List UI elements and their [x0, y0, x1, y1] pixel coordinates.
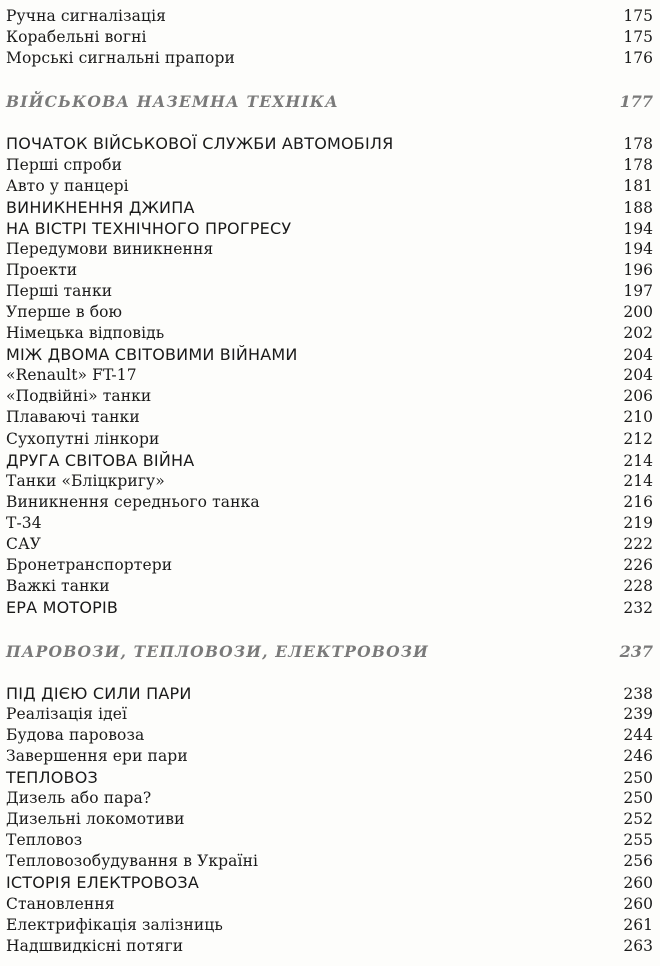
toc-entry-page: 212 — [623, 430, 653, 448]
toc-entry-page: 210 — [623, 408, 653, 426]
toc-entry-page: 219 — [623, 514, 653, 532]
toc-entry-title: Морські сигнальні прапори — [6, 49, 235, 67]
toc-entry-title: ПІД ДІЄЮ СИЛИ ПАРИ — [6, 684, 192, 703]
toc-entry-page: 175 — [623, 28, 653, 46]
toc-chapter-entry — [6, 198, 655, 220]
toc-entry-page: 176 — [623, 49, 653, 67]
toc-entry — [6, 261, 655, 283]
toc-entry-page: 194 — [623, 240, 653, 258]
toc-entry — [6, 937, 655, 959]
toc-entry — [6, 177, 655, 199]
toc-chapter-entry — [6, 451, 655, 473]
toc-entry-title: Реалізація ідеї — [6, 705, 128, 723]
toc-entry-page: 238 — [623, 685, 653, 703]
toc-entry-page: 204 — [623, 346, 653, 364]
toc-entry — [6, 303, 655, 325]
toc-entry-title: Авто у панцері — [6, 177, 129, 195]
toc-entry-title: Плаваючі танки — [6, 408, 140, 426]
toc-entry-page: 188 — [623, 199, 653, 217]
toc-entry-title: ІСТОРІЯ ЕЛЕКТРОВОЗА — [6, 873, 200, 892]
toc-entry-page: 222 — [623, 535, 653, 553]
toc-entry-title: ВІЙСЬКОВА НАЗЕМНА ТЕХНІКА — [6, 92, 339, 111]
toc-entry — [6, 366, 655, 388]
toc-entry — [6, 408, 655, 430]
toc-entry — [6, 282, 655, 304]
toc-entry-title: Сухопутні лінкори — [6, 430, 160, 448]
toc-entry — [6, 7, 655, 29]
toc-entry — [6, 895, 655, 917]
toc-entry — [6, 556, 655, 578]
toc-entry-page: 178 — [623, 156, 653, 174]
toc-entry — [6, 747, 655, 769]
toc-entry-title: Уперше в бою — [6, 303, 123, 321]
toc-entry — [6, 514, 655, 536]
toc-entry — [6, 156, 655, 178]
toc-entry-page: 255 — [623, 831, 653, 849]
toc-entry-page: 175 — [623, 7, 653, 25]
toc-entry-title: ДРУГА СВІТОВА ВІЙНА — [6, 451, 195, 470]
toc-entry-page: 232 — [623, 599, 653, 617]
toc-entry-page: 263 — [623, 937, 653, 955]
toc-entry — [6, 493, 655, 515]
toc-entry — [6, 49, 655, 71]
toc-entry-title: Будова паровоза — [6, 726, 145, 744]
toc-entry-page: 214 — [623, 472, 653, 490]
toc-entry-title: НА ВІСТРІ ТЕХНІЧНОГО ПРОГРЕСУ — [6, 219, 292, 238]
toc-entry — [6, 577, 655, 599]
toc-entry — [6, 430, 655, 452]
toc-entry-title: Передумови виникнення — [6, 240, 214, 258]
toc-entry-title: Тепловозобудування в Україні — [6, 852, 259, 870]
toc-entry-page: 228 — [623, 577, 653, 595]
toc-entry-page: 202 — [623, 324, 653, 342]
toc-entry — [6, 28, 655, 50]
toc-entry-title: Бронетранспортери — [6, 556, 173, 574]
toc-entry-title: ВИНИКНЕННЯ ДЖИПА — [6, 198, 195, 217]
toc-chapter-entry — [6, 219, 655, 241]
toc-entry-title: ПОЧАТОК ВІЙСЬКОВОЇ СЛУЖБИ АВТОМОБІЛЯ — [6, 134, 394, 153]
toc-entry-title: Перші спроби — [6, 156, 123, 174]
toc-entry-page: 260 — [623, 895, 653, 913]
toc-entry-page: 204 — [623, 366, 653, 384]
toc-entry-page: 177 — [619, 92, 653, 111]
toc-chapter-entry — [6, 134, 655, 156]
toc-entry — [6, 831, 655, 853]
toc-entry — [6, 789, 655, 811]
toc-entry — [6, 852, 655, 874]
toc-entry-title: «Renault» FT-17 — [6, 366, 137, 384]
toc-entry-title: Ручна сигналізація — [6, 7, 167, 25]
toc-entry-page: 239 — [623, 705, 653, 723]
toc-entry-page: 196 — [623, 261, 653, 279]
toc-entry — [6, 726, 655, 748]
toc-entry-title: Дизель або пара? — [6, 789, 152, 807]
toc-entry-page: 200 — [623, 303, 653, 321]
toc-entry-title: Перші танки — [6, 282, 113, 300]
toc-entry-title: Електрифікація залізниць — [6, 916, 223, 934]
toc-entry-page: 178 — [623, 135, 653, 153]
toc-entry-title: Німецька відповідь — [6, 324, 165, 342]
toc-entry-title: Надшвидкісні потяги — [6, 937, 184, 955]
toc-chapter-entry — [6, 873, 655, 895]
toc-section-heading — [6, 92, 655, 118]
toc-entry-title: ТЕПЛОВОЗ — [6, 768, 98, 787]
toc-entry-page: 226 — [623, 556, 653, 574]
toc-entry-title: Танки «Бліцкригу» — [6, 472, 165, 490]
toc-entry-title: Дизельні локомотиви — [6, 810, 185, 828]
toc-chapter-entry — [6, 345, 655, 367]
toc-entry-page: 261 — [623, 916, 653, 934]
toc-entry-title: Корабельні вогні — [6, 28, 147, 46]
toc-entry — [6, 472, 655, 494]
toc-chapter-entry — [6, 768, 655, 790]
toc-entry-page: 256 — [623, 852, 653, 870]
toc-entry — [6, 387, 655, 409]
toc-chapter-entry — [6, 684, 655, 706]
toc-entry-title: Т-34 — [6, 514, 42, 532]
toc-entry-title: Становлення — [6, 895, 115, 913]
toc-entry-title: Проекти — [6, 261, 78, 279]
toc-entry-title: Завершення ери пари — [6, 747, 188, 765]
toc-entry-page: 214 — [623, 452, 653, 470]
toc-entry — [6, 535, 655, 557]
toc-entry-page: 194 — [623, 220, 653, 238]
toc-entry-page: 250 — [623, 769, 653, 787]
toc-entry — [6, 324, 655, 346]
toc-entry-title: ПАРОВОЗИ, ТЕПЛОВОЗИ, ЕЛЕКТРОВОЗИ — [6, 642, 430, 661]
toc-entry-title: Важкі танки — [6, 577, 110, 595]
toc-entry-title: Виникнення середнього танка — [6, 493, 260, 511]
toc-entry-page: 246 — [623, 747, 653, 765]
toc-entry-page: 206 — [623, 387, 653, 405]
toc-entry — [6, 916, 655, 938]
toc-entry-title: САУ — [6, 535, 42, 553]
toc-entry — [6, 810, 655, 832]
toc-entry-title: Тепловоз — [6, 831, 83, 849]
toc-entry-title: МІЖ ДВОМА СВІТОВИМИ ВІЙНАМИ — [6, 345, 298, 364]
toc-entry — [6, 240, 655, 262]
toc-entry-page: 216 — [623, 493, 653, 511]
toc-entry-title: «Подвійні» танки — [6, 387, 152, 405]
toc-entry-page: 237 — [619, 642, 653, 661]
toc-entry-page: 244 — [623, 726, 653, 744]
toc-entry-page: 250 — [623, 789, 653, 807]
toc-entry-page: 197 — [623, 282, 653, 300]
toc-entry-page: 260 — [623, 874, 653, 892]
toc-entry-title: ЕРА МОТОРІВ — [6, 598, 119, 617]
toc-chapter-entry — [6, 598, 655, 620]
toc-entry-page: 252 — [623, 810, 653, 828]
toc-entry — [6, 705, 655, 727]
toc-section-heading — [6, 642, 655, 668]
toc-entry-page: 181 — [623, 177, 653, 195]
